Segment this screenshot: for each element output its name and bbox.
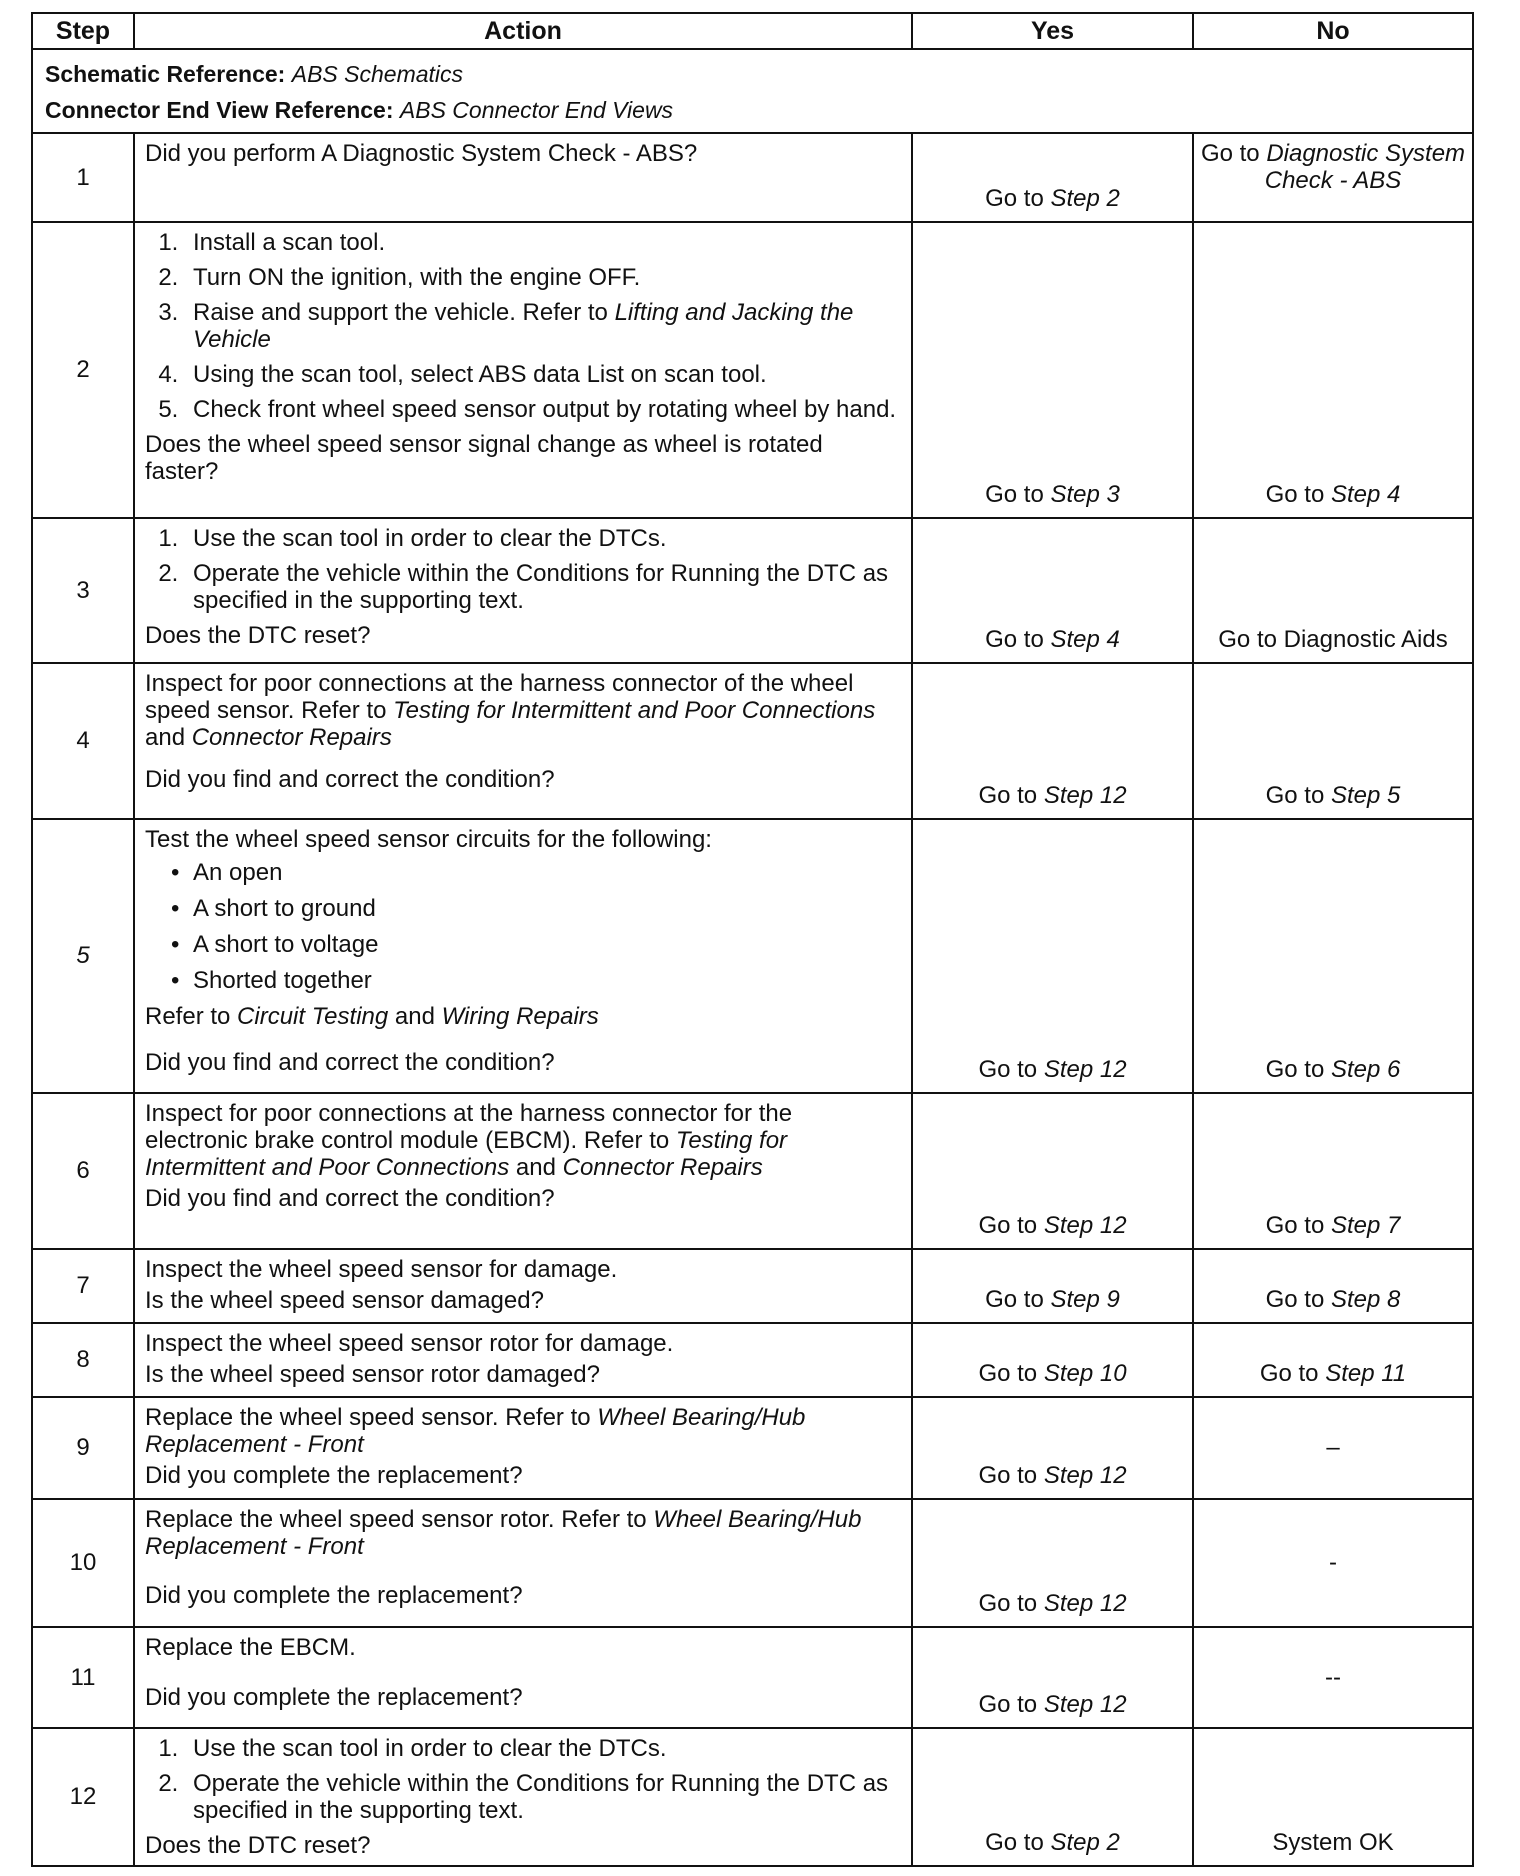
no-cell: Go to Step 11: [1193, 1323, 1473, 1397]
action-cell: [134, 1627, 912, 1728]
step-number: 12: [32, 1728, 134, 1866]
instruction: Inspect the wheel speed sensor rotor for damage.: [145, 1330, 674, 1357]
list-item: 3. Raise and support the vehicle. Refer to Lifting and Jacking the Vehicle: [185, 299, 901, 353]
yes-cell: Go to Step 12: [912, 819, 1193, 1093]
list-item: 5. Check front wheel speed sensor output by rotating wheel by hand.: [185, 396, 901, 423]
no-cell: System OK: [1193, 1728, 1473, 1866]
instruction: Inspect for poor connections at the harness connector for the electronic brake control module (EBCM). Refer to Testing for Intermittent and Poor Connections and Connector Repairs: [145, 1100, 793, 1181]
list-item: 1. Install a scan tool.: [185, 229, 901, 256]
action-list: [145, 525, 901, 614]
action-cell: [134, 1499, 912, 1627]
action-cell: [134, 1728, 912, 1866]
step-number: 8: [32, 1323, 134, 1397]
question: Does the wheel speed sensor signal change as wheel is rotated faster?: [145, 431, 823, 485]
question: Did you perform A Diagnostic System Check - ABS?: [145, 140, 698, 167]
step-number: 7: [32, 1249, 134, 1323]
yes-cell: Go to Step 12: [912, 1397, 1193, 1499]
question: Did you complete the replacement?: [145, 1462, 523, 1489]
instruction: Inspect the wheel speed sensor for damage.: [145, 1256, 618, 1283]
table-row: [32, 819, 1473, 1093]
list-item: 4. Using the scan tool, select ABS data List on scan tool.: [185, 361, 901, 388]
reference-line: Refer to Circuit Testing and Wiring Repairs: [145, 1003, 599, 1030]
no-cell: Go to Step 7: [1193, 1093, 1473, 1249]
list-item: • An open: [193, 859, 901, 886]
action-cell: [134, 1093, 912, 1249]
no-cell: Go to Step 6: [1193, 819, 1473, 1093]
yes-cell: Go to Step 12: [912, 1627, 1193, 1728]
table-row: [32, 1323, 1473, 1397]
list-item: 1. Use the scan tool in order to clear the DTCs.: [185, 525, 901, 552]
yes-cell: Go to Step 12: [912, 1093, 1193, 1249]
bullet-list: [145, 859, 901, 994]
diagnostic-table: [31, 12, 1474, 1867]
action-cell: [134, 1249, 912, 1323]
question: Did you complete the replacement?: [145, 1684, 523, 1711]
question: Did you find and correct the condition?: [145, 766, 555, 793]
list-item: 2. Turn ON the ignition, with the engine OFF.: [185, 264, 901, 291]
table-row: [32, 1627, 1473, 1728]
table-row: [32, 1499, 1473, 1627]
no-cell: Go to Step 8: [1193, 1249, 1473, 1323]
yes-cell: Go to Step 2: [912, 133, 1193, 222]
step-number: 6: [32, 1093, 134, 1249]
table-row: [32, 222, 1473, 518]
action-cell: [134, 222, 912, 518]
instruction: Replace the wheel speed sensor rotor. Refer to Wheel Bearing/Hub Replacement - Front: [145, 1506, 862, 1560]
table-row: [32, 663, 1473, 819]
header-yes: Yes: [912, 13, 1193, 49]
no-cell: Go to Diagnostic Aids: [1193, 518, 1473, 663]
action-cell: [134, 1397, 912, 1499]
header-step: Step: [32, 13, 134, 49]
list-item: 1. Use the scan tool in order to clear the DTCs.: [185, 1735, 901, 1762]
action-cell: [134, 133, 912, 222]
action-cell: [134, 663, 912, 819]
instruction: Test the wheel speed sensor circuits for the following:: [145, 826, 712, 853]
no-cell: –: [1193, 1397, 1473, 1499]
question: Is the wheel speed sensor damaged?: [145, 1287, 544, 1314]
header-action: Action: [134, 13, 912, 49]
list-item: • Shorted together: [193, 967, 901, 994]
step-number: 9: [32, 1397, 134, 1499]
action-list: [145, 1735, 901, 1824]
references: [32, 49, 1473, 133]
step-number: 5: [32, 819, 134, 1093]
question: Does the DTC reset?: [145, 622, 371, 649]
list-item: 2. Operate the vehicle within the Conditions for Running the DTC as specified in the supporting text.: [185, 560, 901, 614]
instruction: Replace the wheel speed sensor. Refer to Wheel Bearing/Hub Replacement - Front: [145, 1404, 806, 1458]
question: Did you find and correct the condition?: [145, 1185, 555, 1212]
action-list: [145, 229, 901, 423]
header-row: [32, 13, 1473, 49]
no-cell: -: [1193, 1499, 1473, 1627]
instruction: Replace the EBCM.: [145, 1634, 356, 1661]
table-row: [32, 1249, 1473, 1323]
header-no: No: [1193, 13, 1473, 49]
yes-cell: Go to Step 3: [912, 222, 1193, 518]
yes-cell: Go to Step 12: [912, 1499, 1193, 1627]
yes-cell: Go to Step 10: [912, 1323, 1193, 1397]
table-row: [32, 1093, 1473, 1249]
question: Does the DTC reset?: [145, 1832, 371, 1859]
table-row: [32, 1397, 1473, 1499]
instruction: Inspect for poor connections at the harness connector of the wheel speed sensor. Refer to Testing for Intermittent and Poor Connections and Connector Repairs: [145, 670, 876, 751]
action-cell: [134, 1323, 912, 1397]
action-cell: [134, 819, 912, 1093]
step-number: 11: [32, 1627, 134, 1728]
yes-cell: Go to Step 12: [912, 663, 1193, 819]
step-number: 3: [32, 518, 134, 663]
question: Is the wheel speed sensor rotor damaged?: [145, 1361, 600, 1388]
no-cell: Go to Step 5: [1193, 663, 1473, 819]
question: Did you complete the replacement?: [145, 1582, 523, 1609]
list-item: 2. Operate the vehicle within the Conditions for Running the DTC as specified in the supporting text.: [185, 1770, 901, 1824]
no-cell: Go to Diagnostic System Check - ABS: [1193, 133, 1473, 222]
yes-cell: Go to Step 2: [912, 1728, 1193, 1866]
list-item: • A short to ground: [193, 895, 901, 922]
no-cell: Go to Step 4: [1193, 222, 1473, 518]
step-number: 10: [32, 1499, 134, 1627]
question: Did you find and correct the condition?: [145, 1049, 555, 1076]
step-number: 1: [32, 133, 134, 222]
reference-row: [32, 49, 1473, 133]
schematic-reference: Schematic Reference: ABS Schematics: [45, 61, 464, 87]
yes-cell: Go to Step 9: [912, 1249, 1193, 1323]
table-row: [32, 1728, 1473, 1866]
step-number: 4: [32, 663, 134, 819]
yes-cell: Go to Step 4: [912, 518, 1193, 663]
table-row: [32, 133, 1473, 222]
connector-reference: Connector End View Reference: ABS Connector End Views: [45, 97, 674, 123]
action-cell: [134, 518, 912, 663]
list-item: • A short to voltage: [193, 931, 901, 958]
step-number: 2: [32, 222, 134, 518]
no-cell: --: [1193, 1627, 1473, 1728]
table-row: [32, 518, 1473, 663]
